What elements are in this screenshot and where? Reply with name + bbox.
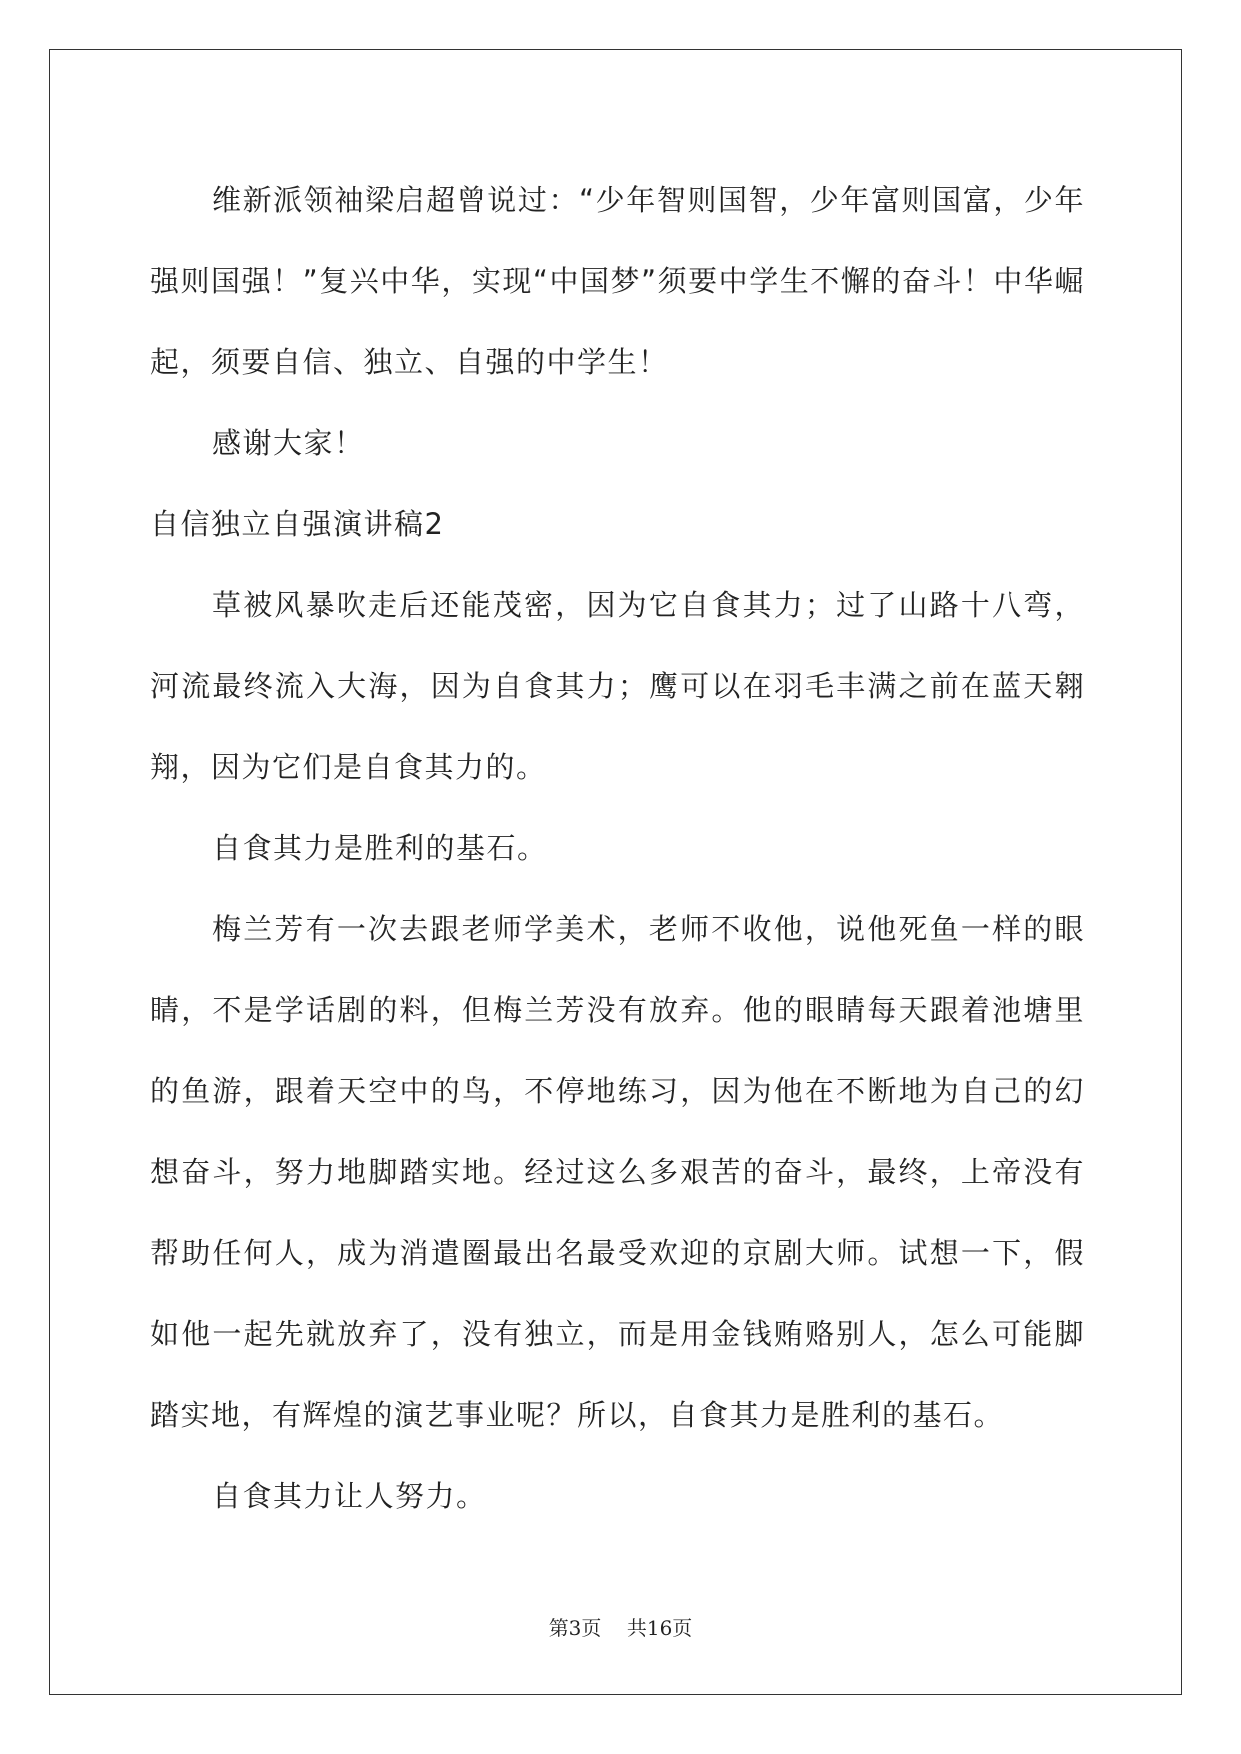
paragraph: 自食其力让人努力。: [212, 1479, 487, 1513]
section-heading: 自信独立自强演讲稿2: [150, 507, 445, 541]
paragraph: 梅兰芳有一次去跟老师学美术，老师不收他，说他死鱼一样的眼睛，不是学话剧的料，但梅兰芳没有放弃。他的眼睛每天跟着池塘里的鱼游，跟着天空中的鸟，不停地练习，因为他在不断地为自己的幻想奋斗，努力地脚踏实地。经过这么多艰苦的奋斗，最终，上帝没有帮助任何人，成为消遣圈最出名最受欢迎的京剧大师。试想一下，假如他一起先就放弃了，没有独立，而是用金钱贿赂别人，怎么可能脚踏实地，有辉煌的演艺事业呢？所以，自食其力是胜利的基石。: [150, 912, 1085, 1432]
paragraph: 草被风暴吹走后还能茂密，因为它自食其力；过了山路十八弯，河流最终流入大海，因为自食其力；鹰可以在羽毛丰满之前在蓝天翱翔，因为它们是自食其力的。: [150, 588, 1085, 784]
paragraph: 维新派领袖梁启超曾说过：“少年智则国智，少年富则国富，少年强则国强！”复兴中华，实现“中国梦”须要中学生不懈的奋斗！中华崛起，须要自信、独立、自强的中学生！: [150, 183, 1085, 379]
page-footer: 第3页 共16页: [548, 1616, 693, 1640]
document-body: [150, 160, 1085, 1537]
paragraph: 感谢大家！: [212, 426, 365, 460]
paragraph: 自食其力是胜利的基石。: [212, 831, 548, 865]
